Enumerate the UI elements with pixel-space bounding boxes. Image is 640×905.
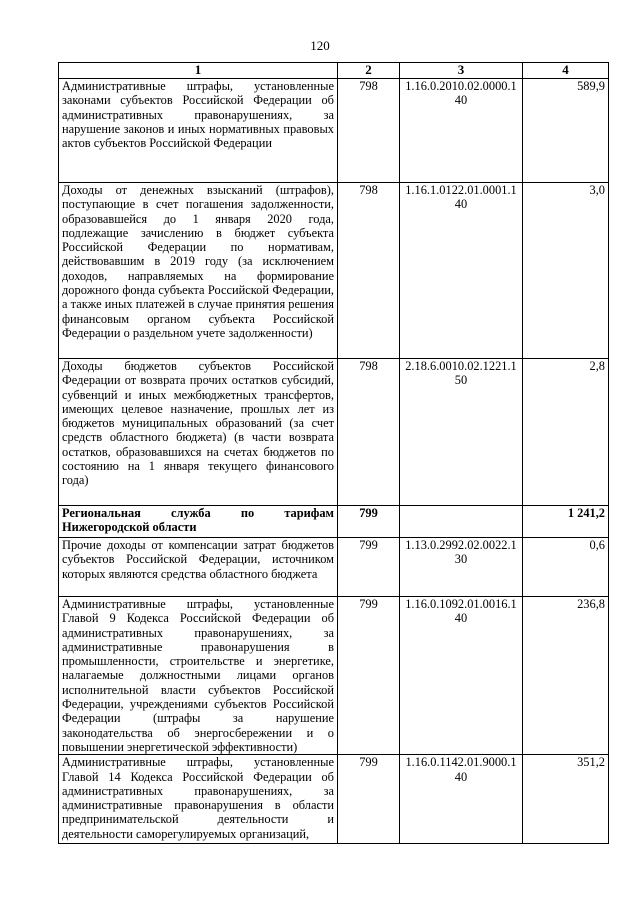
- row-description: Доходы бюджетов субъектов Российской Федерации от возврата прочих остатков субсидий, субвенций и иных межбюджетных трансфертов, имеющих целевое назначение, прошлых лет из бюджетов муниципальных образований (за счет средств областного бюджета) (в части возврата остатков, образовавшихся на счетах бюджетов по состоянию на 1 января текущего финансового года): [59, 359, 338, 506]
- row-description: Административные штрафы, установленные законами субъектов Российской Федерации об административных правонарушениях, за нарушение законов и иных нормативных правовых актов субъектов Российской Федерации: [59, 79, 338, 183]
- row-amount: 3,0: [523, 183, 609, 359]
- row-amount: 351,2: [523, 755, 609, 844]
- table-row: [59, 597, 609, 755]
- column-header-3: 3: [400, 63, 523, 79]
- row-description: Административные штрафы, установленные Главой 9 Кодекса Российской Федерации об административных правонарушениях, за административные правонарушения в промышленности, строительстве и энергетике, налагаемые должностными лицами органов исполнительной власти субъектов Российской Федерации, учреждениями субъектов Российской Федерации (штрафы за нарушение законодательства об энергосбережении и о повышении энергетической эффективности): [59, 597, 338, 755]
- row-admin-code: 798: [338, 79, 400, 183]
- row-amount: 1 241,2: [523, 506, 609, 538]
- table-row: [59, 538, 609, 597]
- table-header-row: [59, 63, 609, 79]
- row-admin-code: 798: [338, 359, 400, 506]
- row-kbk-code: 1.16.0.2010.02.0000.140: [400, 79, 523, 183]
- revenue-table: [58, 62, 609, 844]
- row-description: Прочие доходы от компенсации затрат бюджетов субъектов Российской Федерации, источником которых являются средства областного бюджета: [59, 538, 338, 597]
- row-kbk-code: 1.16.0.1142.01.9000.140: [400, 755, 523, 844]
- table-row: [59, 506, 609, 538]
- row-admin-code: 799: [338, 597, 400, 755]
- row-amount: 589,9: [523, 79, 609, 183]
- row-description: Административные штрафы, установленные Главой 14 Кодекса Российской Федерации об административных правонарушениях, за административные правонарушения в области предпринимательской деятельности и деятельности саморегулируемых организаций,: [59, 755, 338, 844]
- row-kbk-code: 2.18.6.0010.02.1221.150: [400, 359, 523, 506]
- table-row: [59, 79, 609, 183]
- row-amount: 0,6: [523, 538, 609, 597]
- row-kbk-code: [400, 506, 523, 538]
- row-kbk-code: 1.13.0.2992.02.0022.130: [400, 538, 523, 597]
- row-admin-code: 799: [338, 755, 400, 844]
- table-row: [59, 183, 609, 359]
- column-header-1: 1: [59, 63, 338, 79]
- row-admin-code: 799: [338, 506, 400, 538]
- row-amount: 236,8: [523, 597, 609, 755]
- table-row: [59, 755, 609, 844]
- row-kbk-code: 1.16.0.1092.01.0016.140: [400, 597, 523, 755]
- row-amount: 2,8: [523, 359, 609, 506]
- column-header-2: 2: [338, 63, 400, 79]
- row-description: Региональная служба по тарифам Нижегородской области: [59, 506, 338, 538]
- row-admin-code: 798: [338, 183, 400, 359]
- column-header-4: 4: [523, 63, 609, 79]
- row-description: Доходы от денежных взысканий (штрафов), поступающие в счет погашения задолженности, образовавшейся до 1 января 2020 года, подлежащие зачислению в бюджет субъекта Российской Федерации по нормативам, действовавшим в 2019 году (за исключением доходов, направляемых на формирование дорожного фонда субъекта Российской Федерации, а также иных платежей в случае принятия решения финансовым органом субъекта Российской Федерации о раздельном учете задолженности): [59, 183, 338, 359]
- table-row: [59, 359, 609, 506]
- row-kbk-code: 1.16.1.0122.01.0001.140: [400, 183, 523, 359]
- row-admin-code: 799: [338, 538, 400, 597]
- table-body: [59, 79, 609, 844]
- page-number: 120: [310, 38, 330, 53]
